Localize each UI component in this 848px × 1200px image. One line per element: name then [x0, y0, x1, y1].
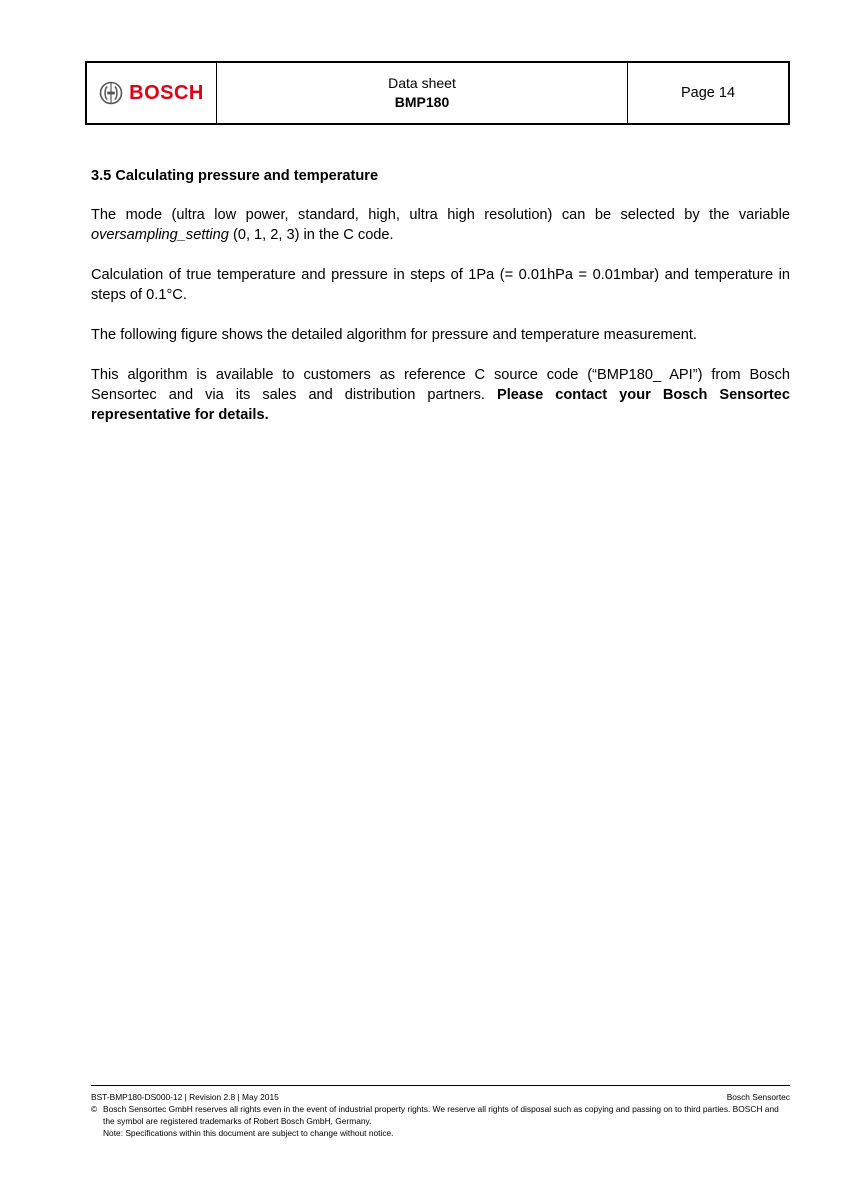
p1-variable: oversampling_setting [91, 227, 229, 243]
main-content [91, 166, 790, 445]
footer-company: Bosch Sensortec [726, 1092, 790, 1102]
section-title: 3.5 Calculating pressure and temperature [91, 168, 379, 184]
p4-text: This algorithm is available to customers as reference C source code (“BMP180_ API”) from Bosch Sensortec and via its sales and distribution partners. [91, 367, 790, 403]
copyright-symbol: © [91, 1104, 98, 1114]
doc-type: Data sheet [388, 75, 456, 91]
paragraph-availability [91, 365, 790, 425]
bosch-armature-icon [99, 81, 123, 105]
header-page-cell [628, 63, 788, 123]
p4-bold-text: Please contact your Bosch Sensortec representative for details. [91, 387, 790, 423]
page-header [85, 61, 790, 125]
bosch-logo [99, 81, 204, 105]
footer-copyright [91, 1103, 790, 1127]
paragraph-calculation: Calculation of true temperature and pressure in steps of 1Pa (= 0.01hPa = 0.01mbar) and temperature in steps of 0.1°C. [91, 267, 790, 303]
paragraph-figure: The following figure shows the detailed algorithm for pressure and temperature measurement. [91, 327, 697, 343]
footer-doc-id: BST-BMP180-DS000-12 | Revision 2.8 | May 2015 [91, 1092, 279, 1102]
page-number: Page 14 [680, 85, 736, 101]
footer-note: Note: Specifications within this document are subject to change without notice. [103, 1128, 394, 1138]
footer-top-row [91, 1091, 790, 1103]
copyright-text: Bosch Sensortec GmbH reserves all rights even in the event of industrial property rights. We reserve all rights of disposal such as copying and passing on to third parties. BOSCH and the symbol are registered trademarks of Robert Bosch GmbH, Germany. [103, 1104, 779, 1126]
doc-name: BMP180 [394, 94, 450, 110]
paragraph-mode [91, 205, 790, 245]
header-title-cell [217, 63, 628, 123]
page-footer [91, 1085, 790, 1139]
logo-text: BOSCH [129, 81, 204, 104]
p1-text-after: (0, 1, 2, 3) in the C code. [228, 227, 394, 243]
p1-text-before: The mode (ultra low power, standard, high, ultra high resolution) can be selected by the variable [91, 207, 790, 223]
header-logo-cell [87, 63, 217, 123]
footer-note-row [91, 1127, 790, 1139]
